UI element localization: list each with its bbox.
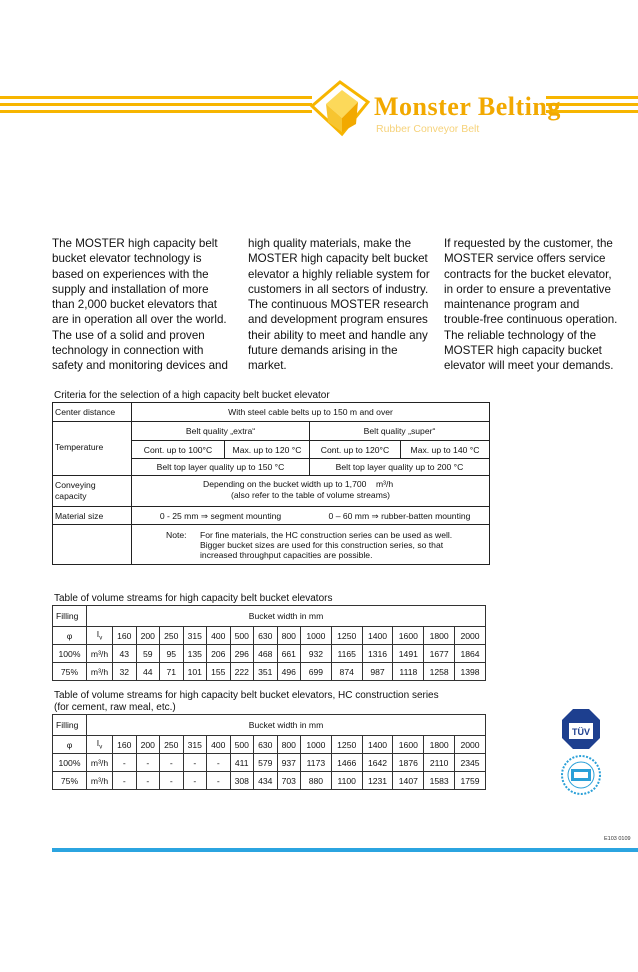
value-cell: 101 — [183, 663, 207, 681]
volume-table — [52, 605, 486, 681]
table-row — [53, 754, 486, 772]
criteria-title: Criteria for the selection of a high capacity belt bucket elevator — [54, 390, 330, 401]
table-row — [53, 663, 486, 681]
value-cell: 1173 — [301, 754, 332, 772]
center-distance-value: With steel cable belts up to 150 m and over — [228, 407, 393, 417]
value-cell: 1118 — [393, 663, 424, 681]
unit-cell: m³/h — [87, 645, 113, 663]
value-cell: 699 — [301, 663, 332, 681]
phi-symbol: φ — [53, 627, 87, 645]
conveying-unit: m³/h — [375, 479, 394, 489]
header-stripe — [0, 96, 312, 99]
extra-max-temp: Max. up to 120 °C — [232, 445, 302, 455]
intro-text: high quality materials, make the MOSTER high capacity belt bucket elevator a highly reliable system for customers in all sectors of industry. The continuous MOSTER research and development program ensures their ability to meet and handle any future demands arising in the market. — [248, 237, 430, 373]
material-segment: 0 - 25 mm ⇒ segment mounting — [159, 511, 282, 521]
conveying-note: (also refer to the table of volume streams) — [230, 490, 391, 500]
iv-symbol — [87, 627, 113, 645]
fill-cell: 100% — [53, 754, 87, 772]
value-cell: 296 — [230, 645, 254, 663]
intro-column-1 — [52, 236, 232, 374]
conveying-label: Conveying — [55, 480, 96, 490]
bucket-width-header: Bucket width in mm — [87, 606, 486, 627]
intro-text: If requested by the customer, the MOSTER service offers service contracts for the bucket elevator, in order to ensure a preventative maintenance program and trouble-free continuous operation. — [444, 237, 618, 327]
value-cell: 44 — [136, 663, 160, 681]
value-cell: 411 — [230, 754, 254, 772]
brand-name: Monster Belting — [374, 92, 561, 121]
unit-cell: m³/h — [87, 772, 113, 790]
width-cell: 500 — [230, 627, 254, 645]
value-cell: 1876 — [393, 754, 424, 772]
value-cell: 468 — [254, 645, 278, 663]
value-cell: 351 — [254, 663, 278, 681]
criteria-table — [52, 402, 490, 565]
fill-cell: 75% — [53, 772, 87, 790]
value-cell: 1407 — [393, 772, 424, 790]
iv-text: I — [96, 629, 100, 640]
width-cell: 2000 — [455, 736, 486, 754]
belt-extra-label: Belt quality „extra“ — [185, 426, 256, 436]
value-cell: 1759 — [455, 772, 486, 790]
value-cell: 59 — [136, 645, 160, 663]
temperature-label: Temperature — [55, 442, 104, 452]
material-batten: 0 – 60 mm ⇒ rubber-batten mounting — [328, 511, 471, 521]
width-cell: 250 — [160, 736, 184, 754]
value-cell: 932 — [301, 645, 332, 663]
width-cell: 1000 — [301, 736, 332, 754]
width-cell: 1600 — [393, 627, 424, 645]
value-cell: 1258 — [424, 663, 455, 681]
table2-subtitle: (for cement, raw meal, etc.) — [54, 702, 176, 713]
tuv-certification-icon — [561, 708, 601, 750]
filling-header: Filling — [53, 715, 87, 736]
value-cell: 2110 — [424, 754, 455, 772]
value-cell: - — [113, 754, 137, 772]
value-cell: 874 — [331, 663, 362, 681]
conveying-label: capacity — [55, 491, 87, 501]
bucket-width-header: Bucket width in mm — [87, 715, 486, 736]
value-cell: 135 — [183, 645, 207, 663]
conveying-value — [203, 479, 393, 489]
value-cell: 1864 — [455, 645, 486, 663]
table-row — [53, 606, 486, 627]
fill-cell: 75% — [53, 663, 87, 681]
width-cell: 1800 — [424, 627, 455, 645]
width-cell: 250 — [160, 627, 184, 645]
value-cell: 987 — [362, 663, 393, 681]
value-cell: - — [207, 754, 231, 772]
value-cell: 1398 — [455, 663, 486, 681]
material-size-label: Material size — [55, 511, 104, 521]
value-cell: 1100 — [331, 772, 362, 790]
width-cell: 800 — [277, 627, 301, 645]
value-cell: 1583 — [424, 772, 455, 790]
intro-text: The reliable technology of the MOSTER high capacity bucket elevator will meet your demands. — [444, 328, 614, 373]
value-cell: 43 — [113, 645, 137, 663]
value-cell: 1231 — [362, 772, 393, 790]
header-stripe — [0, 110, 312, 113]
iv-symbol — [87, 736, 113, 754]
width-cell: 160 — [113, 627, 137, 645]
extra-cont-temp: Cont. up to 100°C — [143, 445, 213, 455]
phi-symbol: φ — [53, 736, 87, 754]
conveying-text: Depending on the bucket width up to 1,700 — [203, 479, 367, 489]
width-cell: 400 — [207, 736, 231, 754]
width-cell: 315 — [183, 627, 207, 645]
value-cell: 434 — [254, 772, 278, 790]
value-cell: 95 — [160, 645, 184, 663]
super-top-layer: Belt top layer quality up to 200 °C — [335, 462, 464, 472]
value-cell: 1491 — [393, 645, 424, 663]
width-cell: 315 — [183, 736, 207, 754]
value-cell: 206 — [207, 645, 231, 663]
value-cell: 1316 — [362, 645, 393, 663]
value-cell: - — [207, 772, 231, 790]
intro-column-3 — [444, 236, 620, 374]
width-cell: 1600 — [393, 736, 424, 754]
unit-cell: m³/h — [87, 663, 113, 681]
table2-title: Table of volume streams for high capacity belt bucket elevators, HC construction series — [54, 690, 439, 701]
value-cell: 579 — [254, 754, 278, 772]
note-label: Note: — [166, 530, 187, 540]
value-cell: - — [160, 754, 184, 772]
value-cell: 1642 — [362, 754, 393, 772]
header-stripe — [0, 103, 312, 106]
width-cell: 630 — [254, 627, 278, 645]
value-cell: 1466 — [331, 754, 362, 772]
intro-column-2 — [248, 236, 432, 374]
value-cell: 661 — [277, 645, 301, 663]
width-cell: 200 — [136, 627, 160, 645]
width-cell: 1250 — [331, 627, 362, 645]
table1-title: Table of volume streams for high capacity belt bucket elevators — [54, 593, 333, 604]
intro-text: The MOSTER high capacity belt bucket elevator technology is based on experiences with the supply and installation of more than 2,000 bucket elevators that are in operation all over the world. The use of a solid and proven technology in connection with safety and monitoring devices and — [52, 237, 228, 373]
table-row — [53, 736, 486, 754]
value-cell: 32 — [113, 663, 137, 681]
value-cell: 703 — [277, 772, 301, 790]
width-cell: 800 — [277, 736, 301, 754]
tuv-label: TÜV — [572, 727, 590, 737]
value-cell: 496 — [277, 663, 301, 681]
note-line: Bigger bucket sizes are used for this construction series, so that — [200, 540, 444, 550]
width-cell: 2000 — [455, 627, 486, 645]
filling-header: Filling — [53, 606, 87, 627]
iv-sub: v — [99, 744, 103, 751]
value-cell: - — [136, 772, 160, 790]
value-cell: 155 — [207, 663, 231, 681]
iv-sub: v — [99, 635, 103, 642]
width-cell: 160 — [113, 736, 137, 754]
value-cell: 937 — [277, 754, 301, 772]
value-cell: - — [136, 754, 160, 772]
width-cell: 1400 — [362, 627, 393, 645]
note-line: For fine materials, the HC construction series can be used as well. — [200, 530, 453, 540]
width-cell: 500 — [230, 736, 254, 754]
width-cell: 200 — [136, 736, 160, 754]
value-cell: - — [183, 772, 207, 790]
value-cell: 2345 — [455, 754, 486, 772]
fill-cell: 100% — [53, 645, 87, 663]
value-cell: 308 — [230, 772, 254, 790]
footer-rule — [52, 848, 638, 852]
value-cell: 880 — [301, 772, 332, 790]
width-cell: 1250 — [331, 736, 362, 754]
width-cell: 1800 — [424, 736, 455, 754]
volume-table-hc — [52, 714, 486, 790]
unit-cell: m³/h — [87, 754, 113, 772]
width-cell: 630 — [254, 736, 278, 754]
iv-text: I — [96, 738, 100, 749]
value-cell: - — [160, 772, 184, 790]
table-row — [53, 645, 486, 663]
table-row — [53, 715, 486, 736]
logo-cube-icon — [306, 78, 374, 140]
width-cell: 1400 — [362, 736, 393, 754]
width-cell: 1000 — [301, 627, 332, 645]
value-cell: 1165 — [331, 645, 362, 663]
gs-certification-icon — [560, 754, 602, 796]
belt-super-label: Belt quality „super“ — [363, 426, 436, 436]
super-max-temp: Max. up to 140 °C — [410, 445, 480, 455]
value-cell: - — [113, 772, 137, 790]
document-code: E103 0109 — [604, 836, 631, 842]
note-line: increased throughput capacities are possible. — [200, 550, 373, 560]
super-cont-temp: Cont. up to 120°C — [320, 445, 390, 455]
value-cell: 222 — [230, 663, 254, 681]
brand-tagline: Rubber Conveyor Belt — [376, 123, 480, 135]
value-cell: 71 — [160, 663, 184, 681]
width-cell: 400 — [207, 627, 231, 645]
table-row — [53, 772, 486, 790]
value-cell: - — [183, 754, 207, 772]
value-cell: 1677 — [424, 645, 455, 663]
table-row — [53, 627, 486, 645]
extra-top-layer: Belt top layer quality up to 150 °C — [156, 462, 285, 472]
center-distance-label: Center distance — [55, 407, 116, 417]
